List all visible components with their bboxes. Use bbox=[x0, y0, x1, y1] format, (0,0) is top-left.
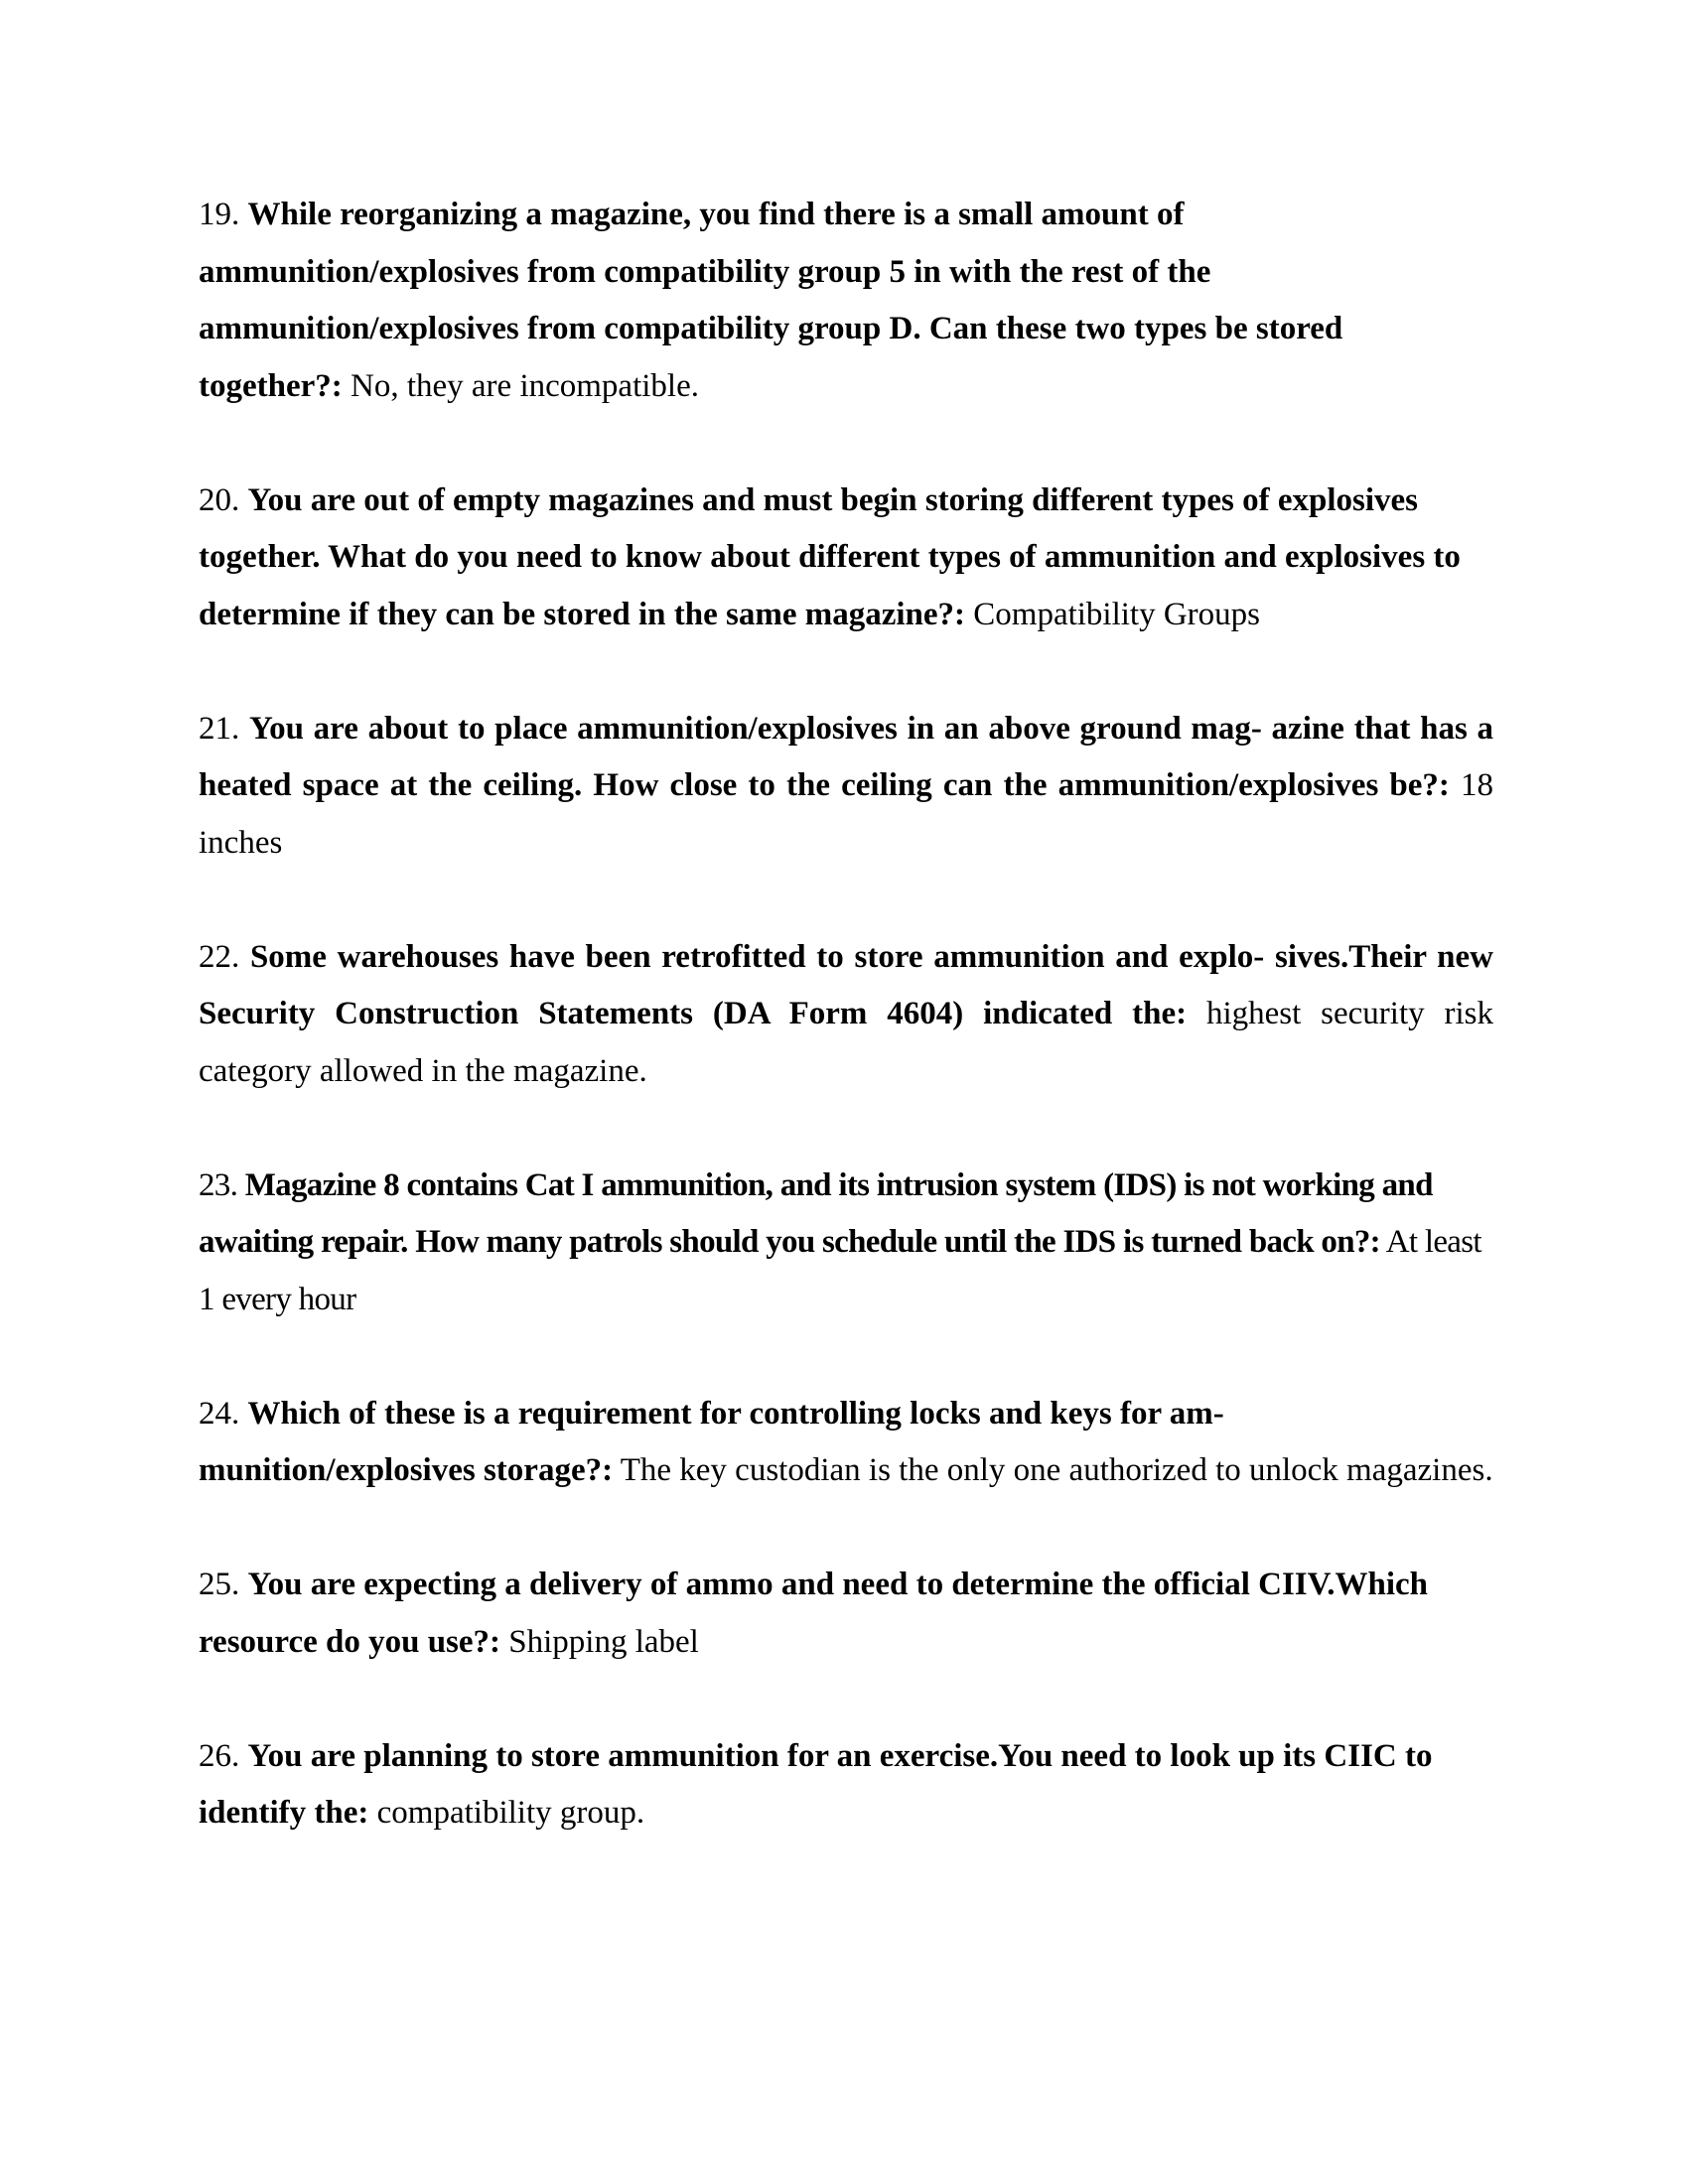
question-text: You are about to place ammunition/explosives in an above ground mag- azine that has a heated space at the ceiling. How close to the ceiling can the ammunition/explosives be?: bbox=[199, 710, 1493, 803]
answer-text: Shipping label bbox=[508, 1623, 699, 1660]
answer-text: compatibility group. bbox=[376, 1795, 645, 1831]
qa-item-25 bbox=[199, 1557, 1493, 1671]
item-number: 19. bbox=[199, 197, 240, 232]
qa-item-23 bbox=[199, 1158, 1493, 1329]
question-text: Some warehouses have been retrofitted to store ammunition and explo- sives.Their new Security Construction Statements (DA Form 4604) indicated the: bbox=[199, 938, 1493, 1031]
qa-item-21 bbox=[199, 701, 1493, 873]
answer-text: The key custodian is the only one authorized to unlock magazines. bbox=[620, 1452, 1493, 1488]
question-answer-list bbox=[199, 187, 1493, 1899]
qa-item-26 bbox=[199, 1728, 1493, 1843]
item-number: 21. bbox=[199, 710, 240, 747]
item-number: 26. bbox=[199, 1737, 240, 1774]
question-text: Which of these is a requirement for controlling locks and keys for am- munition/explosives storage?: bbox=[199, 1395, 1224, 1488]
question-text: You are planning to store ammunition for an exercise.You need to look up its CIIC to identify the: bbox=[199, 1737, 1433, 1831]
answer-text: At least 1 every hour bbox=[199, 1224, 1481, 1317]
answer-text: Compatibility Groups bbox=[973, 596, 1261, 632]
answer-text: 18 inches bbox=[199, 767, 1493, 861]
qa-item-24 bbox=[199, 1386, 1493, 1500]
qa-item-19 bbox=[199, 187, 1493, 415]
qa-item-20 bbox=[199, 473, 1493, 644]
question-text: While reorganizing a magazine, you find there is a small amount of ammunition/explosives from compatibility group 5 in with the rest of the ammunition/explosives from compatibility group D. Can these two types be stored together?: bbox=[199, 197, 1343, 404]
answer-text: highest security risk category allowed in the magazine. bbox=[199, 996, 1494, 1089]
question-text: You are expecting a delivery of ammo and need to determine the official CIIV.Which resource do you use?: bbox=[199, 1567, 1428, 1660]
item-number: 24. bbox=[199, 1395, 240, 1432]
item-number: 25. bbox=[199, 1567, 240, 1602]
question-text: You are out of empty magazines and must begin storing different types of explosives together. What do you need to know about different types of ammunition and explosives to determine if they can be stored in the same magazine?: bbox=[199, 481, 1461, 632]
item-number: 20. bbox=[199, 481, 240, 518]
question-text: Magazine 8 contains Cat I ammunition, and its intrusion system (IDS) is not working and awaiting repair. How many patrols should you schedule until the IDS is turned back on?: bbox=[199, 1166, 1433, 1260]
item-number: 23. bbox=[199, 1166, 238, 1203]
item-number: 22. bbox=[199, 938, 240, 975]
qa-item-22 bbox=[199, 929, 1493, 1101]
answer-text: No, they are incompatible. bbox=[351, 367, 699, 404]
